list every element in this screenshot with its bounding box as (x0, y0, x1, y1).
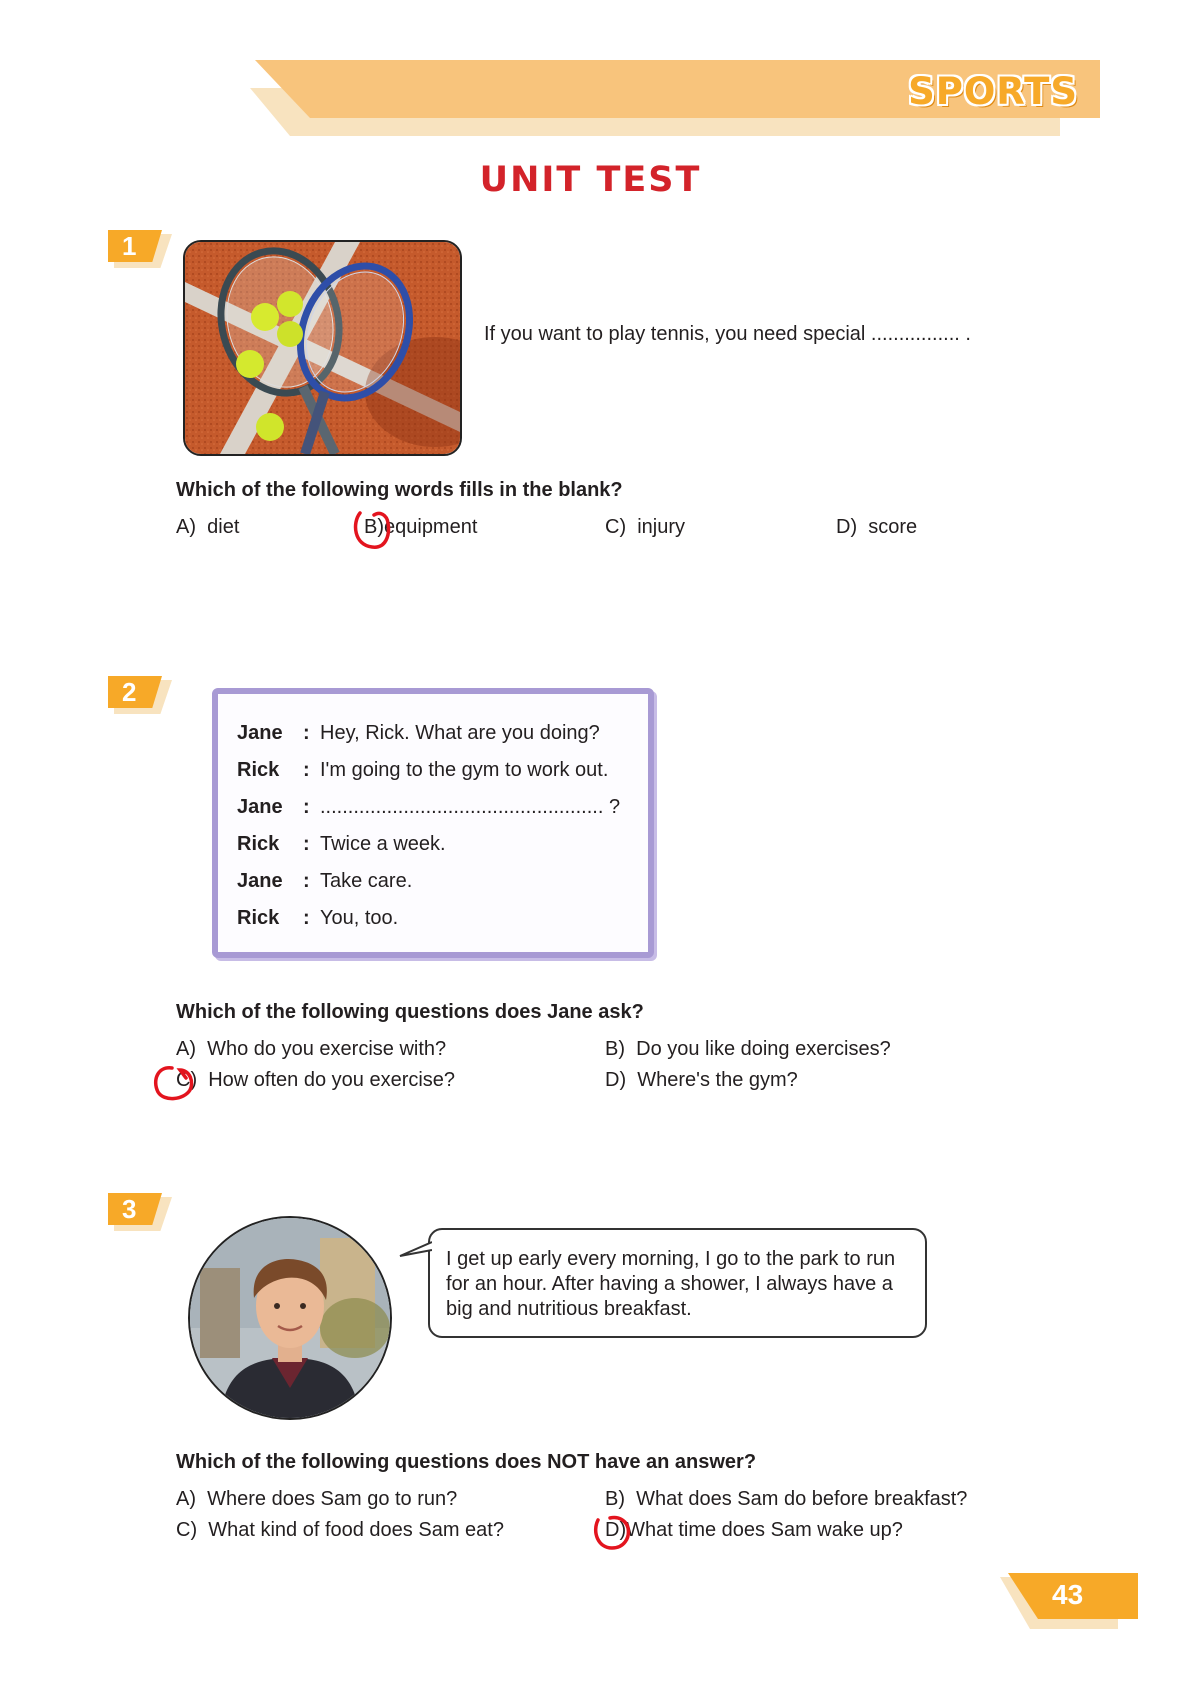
boy-portrait-image (188, 1216, 392, 1420)
answer-circle-mark (150, 1060, 200, 1104)
dialogue-colon: : (303, 907, 310, 929)
dialogue-speaker: Rick (237, 833, 280, 855)
option-letter: A) (176, 1488, 196, 1510)
dialogue-speaker: Jane (237, 870, 283, 892)
question-number: 3 (122, 1194, 137, 1224)
question-number-badge (108, 230, 166, 264)
answer-option-d[interactable] (605, 1518, 903, 1542)
option-letter: C) (176, 1069, 198, 1091)
dialogue-speaker: Rick (237, 907, 280, 929)
answer-circle-mark (350, 505, 396, 553)
question-instruction: Which of the following questions does NOT have an answer? (176, 1451, 757, 1473)
option-letter: C) (605, 516, 627, 538)
option-letter: B) (605, 1038, 625, 1060)
section-title: SPORTS (908, 70, 1078, 113)
answer-option-c[interactable] (176, 1518, 504, 1542)
page-number: 43 (1052, 1579, 1084, 1610)
dialogue-line: Take care. (320, 870, 413, 892)
option-letter: B) (605, 1488, 625, 1510)
answer-option-a[interactable] (176, 1037, 446, 1061)
option-text: diet (207, 516, 240, 538)
option-text: What time does Sam wake up? (626, 1519, 903, 1541)
question-prompt: If you want to play tennis, you need special ................ . (484, 323, 971, 345)
question-number-badge (108, 676, 166, 710)
tennis-equipment-image (183, 240, 462, 456)
dialogue-line: Hey, Rick. What are you doing? (320, 722, 600, 744)
option-letter: B) (364, 516, 384, 538)
question-instruction: Which of the following words fills in the blank? (176, 479, 623, 501)
dialogue-colon: : (303, 759, 310, 781)
answer-option-a[interactable] (176, 515, 239, 539)
option-text: score (868, 516, 918, 538)
dialogue-speaker: Rick (237, 759, 280, 781)
option-text: Who do you exercise with? (207, 1038, 447, 1060)
answer-option-d[interactable] (605, 1068, 798, 1092)
option-letter: D) (605, 1519, 627, 1541)
dialogue-blank-line: ................................................... ? (320, 796, 621, 818)
speech-text: I get up early every morning, I go to the park to run for an hour. After having a shower, I always have a big and nutritious breakfast. (446, 1248, 896, 1320)
answer-option-a[interactable] (176, 1487, 457, 1511)
speech-bubble-tail (398, 1240, 432, 1262)
question-number: 2 (122, 677, 137, 707)
answer-option-b[interactable] (605, 1487, 967, 1511)
question-instruction: Which of the following questions does Jane ask? (176, 1001, 644, 1023)
dialogue-line: I'm going to the gym to work out. (320, 759, 609, 781)
option-text: How often do you exercise? (208, 1069, 456, 1091)
dialogue-colon: : (303, 796, 310, 818)
page-title: UNIT TEST (479, 160, 702, 200)
option-letter: C) (176, 1519, 198, 1541)
option-text: What does Sam do before breakfast? (636, 1488, 968, 1510)
answer-option-b[interactable] (605, 1037, 891, 1061)
dialogue-colon: : (303, 870, 310, 892)
option-letter: D) (836, 516, 858, 538)
option-letter: A) (176, 1038, 196, 1060)
answer-option-c[interactable] (176, 1068, 455, 1092)
dialogue-speaker: Jane (237, 722, 283, 744)
answer-circle-mark (590, 1508, 636, 1554)
dialogue-colon: : (303, 722, 310, 744)
question-number: 1 (122, 231, 137, 261)
option-text: equipment (384, 516, 478, 538)
dialogue-line: You, too. (320, 907, 399, 929)
option-letter: D) (605, 1069, 627, 1091)
option-text: injury (637, 516, 686, 538)
dialogue-line: Twice a week. (320, 833, 446, 855)
option-text: Where's the gym? (637, 1069, 798, 1091)
answer-option-c[interactable] (605, 515, 685, 539)
dialogue-colon: : (303, 833, 310, 855)
option-text: Do you like doing exercises? (636, 1038, 891, 1060)
option-text: What kind of food does Sam eat? (208, 1519, 504, 1541)
option-letter: A) (176, 516, 196, 538)
answer-option-d[interactable] (836, 515, 917, 539)
question-number-badge (108, 1193, 166, 1227)
dialogue-speaker: Jane (237, 796, 283, 818)
option-text: Where does Sam go to run? (207, 1488, 458, 1510)
